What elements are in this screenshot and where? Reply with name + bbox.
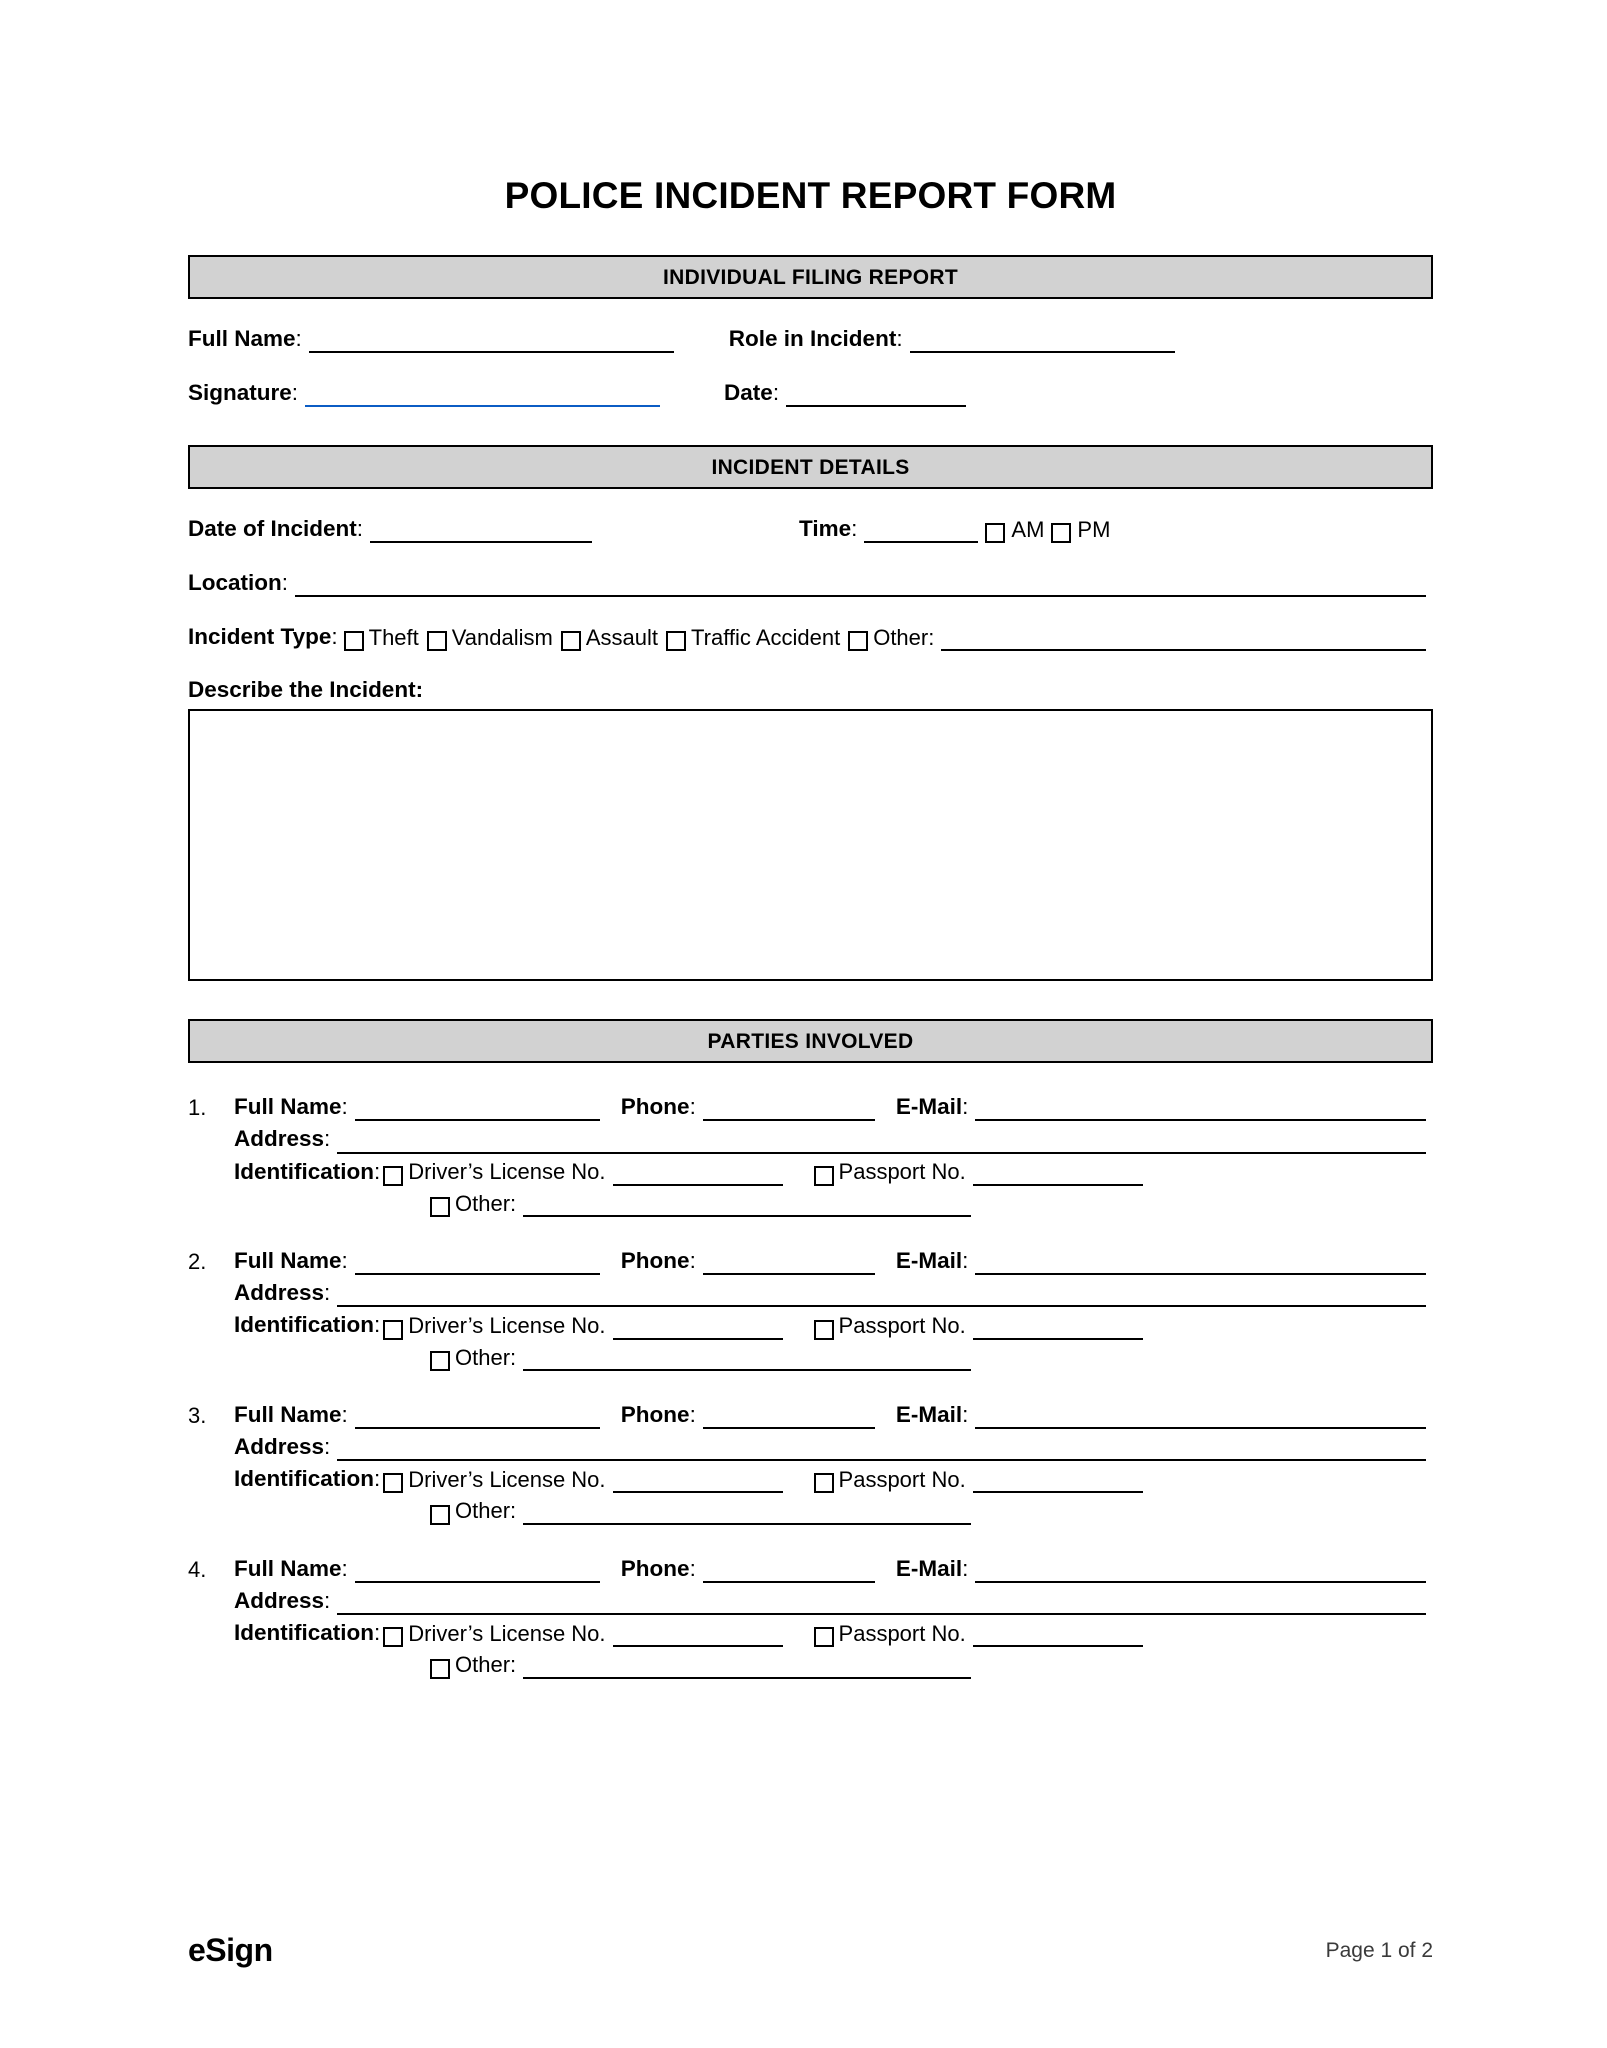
row-incident-date-time — [188, 515, 1433, 543]
party-number: 4. — [188, 1556, 207, 1582]
party-other-id-label: Other: — [455, 1652, 517, 1678]
party-identification-row — [234, 1311, 1433, 1339]
date-of-incident-input[interactable] — [370, 519, 592, 543]
party-passport-checkbox[interactable] — [814, 1320, 834, 1340]
page-footer — [188, 1932, 1433, 1969]
incident-type-vandalism-label: Vandalism — [451, 624, 553, 650]
party-fields — [234, 1093, 1433, 1217]
party-email-input[interactable] — [975, 1405, 1426, 1429]
date-label: Date: — [724, 379, 780, 405]
esign-logo: eSign — [188, 1932, 273, 1968]
party-passport-label: Passport No. — [838, 1466, 966, 1492]
party-drivers-license-checkbox[interactable] — [383, 1473, 403, 1493]
role-in-incident-label: Role in Incident: — [728, 325, 903, 351]
party-address-label: Address: — [234, 1280, 331, 1306]
party-phone-label: Phone: — [620, 1555, 696, 1581]
incident-type-vandalism-checkbox[interactable] — [427, 631, 447, 651]
party-email-input[interactable] — [975, 1097, 1426, 1121]
row-signature-date — [188, 379, 1433, 407]
party-name-phone-email-row — [234, 1555, 1433, 1583]
party-identification-label: Identification: — [234, 1312, 381, 1338]
party-email-input[interactable] — [975, 1559, 1426, 1583]
party-phone-input[interactable] — [703, 1405, 875, 1429]
incident-type-assault-checkbox[interactable] — [561, 631, 581, 651]
party-drivers-license-input[interactable] — [613, 1469, 783, 1493]
location-input[interactable] — [295, 573, 1426, 597]
page-number: Page 1 of 2 — [1325, 1938, 1433, 1962]
section-header-parties-involved: PARTIES INVOLVED — [188, 1019, 1433, 1063]
party-other-id-input[interactable] — [523, 1193, 971, 1217]
party-drivers-license-input[interactable] — [613, 1623, 783, 1647]
party-full-name-label: Full Name: — [234, 1248, 348, 1274]
row-name-role — [188, 325, 1433, 353]
party-other-id-row — [234, 1344, 1433, 1372]
party-entry — [188, 1247, 1433, 1371]
time-label: Time: — [799, 515, 858, 541]
incident-type-traffic-accident-label: Traffic Accident — [691, 624, 841, 650]
party-address-row — [234, 1433, 1433, 1461]
party-other-id-checkbox[interactable] — [430, 1505, 450, 1525]
party-entry — [188, 1555, 1433, 1679]
incident-type-traffic-accident-checkbox[interactable] — [666, 631, 686, 651]
party-phone-input[interactable] — [703, 1097, 875, 1121]
party-drivers-license-label: Driver’s License No. — [408, 1620, 606, 1646]
party-passport-label: Passport No. — [838, 1159, 966, 1185]
date-of-incident-label: Date of Incident: — [188, 515, 364, 541]
party-other-id-row — [234, 1651, 1433, 1679]
signature-input[interactable] — [305, 383, 660, 407]
party-full-name-input[interactable] — [355, 1097, 600, 1121]
party-identification-label: Identification: — [234, 1620, 381, 1646]
party-email-label: E-Mail: — [895, 1248, 969, 1274]
party-phone-label: Phone: — [620, 1402, 696, 1428]
party-address-input[interactable] — [337, 1283, 1426, 1307]
party-fields — [234, 1401, 1433, 1525]
party-other-id-row — [234, 1497, 1433, 1525]
date-input[interactable] — [786, 383, 966, 407]
party-other-id-label: Other: — [455, 1344, 517, 1370]
party-drivers-license-label: Driver’s License No. — [408, 1313, 606, 1339]
party-drivers-license-input[interactable] — [613, 1162, 783, 1186]
incident-type-assault-label: Assault — [585, 624, 659, 650]
location-label: Location: — [188, 570, 289, 596]
party-drivers-license-label: Driver’s License No. — [408, 1159, 606, 1185]
party-address-label: Address: — [234, 1434, 331, 1460]
party-name-phone-email-row — [234, 1247, 1433, 1275]
row-incident-type — [188, 623, 1433, 651]
party-email-label: E-Mail: — [895, 1094, 969, 1120]
party-other-id-checkbox[interactable] — [430, 1197, 450, 1217]
describe-incident-label: Describe the Incident: — [188, 677, 424, 703]
party-identification-row — [234, 1158, 1433, 1186]
full-name-label: Full Name: — [188, 325, 302, 351]
party-other-id-input[interactable] — [523, 1347, 971, 1371]
party-name-phone-email-row — [234, 1093, 1433, 1121]
party-other-id-label: Other: — [455, 1498, 517, 1524]
party-full-name-label: Full Name: — [234, 1555, 348, 1581]
party-full-name-input[interactable] — [355, 1559, 600, 1583]
party-other-id-input[interactable] — [523, 1655, 971, 1679]
party-address-input[interactable] — [337, 1130, 1426, 1154]
incident-type-theft-checkbox[interactable] — [344, 631, 364, 651]
page-content — [188, 0, 1433, 1679]
party-entry — [188, 1401, 1433, 1525]
party-passport-input[interactable] — [973, 1469, 1143, 1493]
incident-type-theft-label: Theft — [368, 624, 419, 650]
party-passport-input[interactable] — [973, 1162, 1143, 1186]
full-name-input[interactable] — [309, 329, 674, 353]
party-address-row — [234, 1125, 1433, 1153]
time-input[interactable] — [864, 519, 978, 543]
party-name-phone-email-row — [234, 1401, 1433, 1429]
party-phone-label: Phone: — [620, 1094, 696, 1120]
party-phone-input[interactable] — [703, 1559, 875, 1583]
signature-label: Signature: — [188, 379, 299, 405]
party-phone-input[interactable] — [703, 1251, 875, 1275]
party-identification-label: Identification: — [234, 1158, 381, 1184]
party-full-name-input[interactable] — [355, 1251, 600, 1275]
page-title: POLICE INCIDENT REPORT FORM — [504, 175, 1117, 216]
party-full-name-input[interactable] — [355, 1405, 600, 1429]
incident-type-label: Incident Type: — [188, 624, 338, 650]
party-drivers-license-input[interactable] — [613, 1316, 783, 1340]
pm-checkbox[interactable] — [1051, 523, 1071, 543]
party-passport-checkbox[interactable] — [814, 1473, 834, 1493]
incident-type-other-checkbox[interactable] — [848, 631, 868, 651]
party-drivers-license-checkbox[interactable] — [383, 1627, 403, 1647]
party-other-id-checkbox[interactable] — [430, 1659, 450, 1679]
party-identification-row — [234, 1619, 1433, 1647]
am-label: AM — [1011, 516, 1045, 542]
party-other-id-input[interactable] — [523, 1501, 971, 1525]
am-checkbox[interactable] — [985, 523, 1005, 543]
party-address-input[interactable] — [337, 1437, 1426, 1461]
role-in-incident-input[interactable] — [910, 329, 1175, 353]
party-fields — [234, 1555, 1433, 1679]
describe-incident-textarea[interactable] — [188, 709, 1433, 981]
party-address-label: Address: — [234, 1588, 331, 1614]
party-passport-input[interactable] — [973, 1316, 1143, 1340]
party-number: 1. — [188, 1095, 207, 1121]
party-address-row — [234, 1279, 1433, 1307]
section-header-incident-details: INCIDENT DETAILS — [188, 445, 1433, 489]
party-passport-label: Passport No. — [838, 1620, 966, 1646]
party-drivers-license-checkbox[interactable] — [383, 1166, 403, 1186]
party-identification-label: Identification: — [234, 1466, 381, 1492]
party-identification-row — [234, 1465, 1433, 1493]
section-header-individual-filing: INDIVIDUAL FILING REPORT — [188, 255, 1433, 299]
party-other-id-checkbox[interactable] — [430, 1351, 450, 1371]
row-location — [188, 569, 1433, 597]
party-drivers-license-checkbox[interactable] — [383, 1320, 403, 1340]
party-email-label: E-Mail: — [895, 1402, 969, 1428]
party-number: 3. — [188, 1403, 207, 1429]
party-number: 2. — [188, 1249, 207, 1275]
party-address-label: Address: — [234, 1126, 331, 1152]
incident-type-other-label: Other: — [873, 624, 935, 650]
party-passport-input[interactable] — [973, 1623, 1143, 1647]
party-full-name-label: Full Name: — [234, 1094, 348, 1120]
party-email-input[interactable] — [975, 1251, 1426, 1275]
party-entry — [188, 1093, 1433, 1217]
party-full-name-label: Full Name: — [234, 1402, 348, 1428]
party-address-input[interactable] — [337, 1591, 1426, 1615]
party-other-id-row — [234, 1190, 1433, 1218]
pm-label: PM — [1077, 516, 1111, 542]
party-drivers-license-label: Driver’s License No. — [408, 1466, 606, 1492]
party-passport-checkbox[interactable] — [814, 1627, 834, 1647]
incident-type-other-input[interactable] — [941, 627, 1426, 651]
party-address-row — [234, 1587, 1433, 1615]
party-phone-label: Phone: — [620, 1248, 696, 1274]
party-email-label: E-Mail: — [895, 1555, 969, 1581]
party-passport-label: Passport No. — [838, 1313, 966, 1339]
party-other-id-label: Other: — [455, 1190, 517, 1216]
party-fields — [234, 1247, 1433, 1371]
party-passport-checkbox[interactable] — [814, 1166, 834, 1186]
